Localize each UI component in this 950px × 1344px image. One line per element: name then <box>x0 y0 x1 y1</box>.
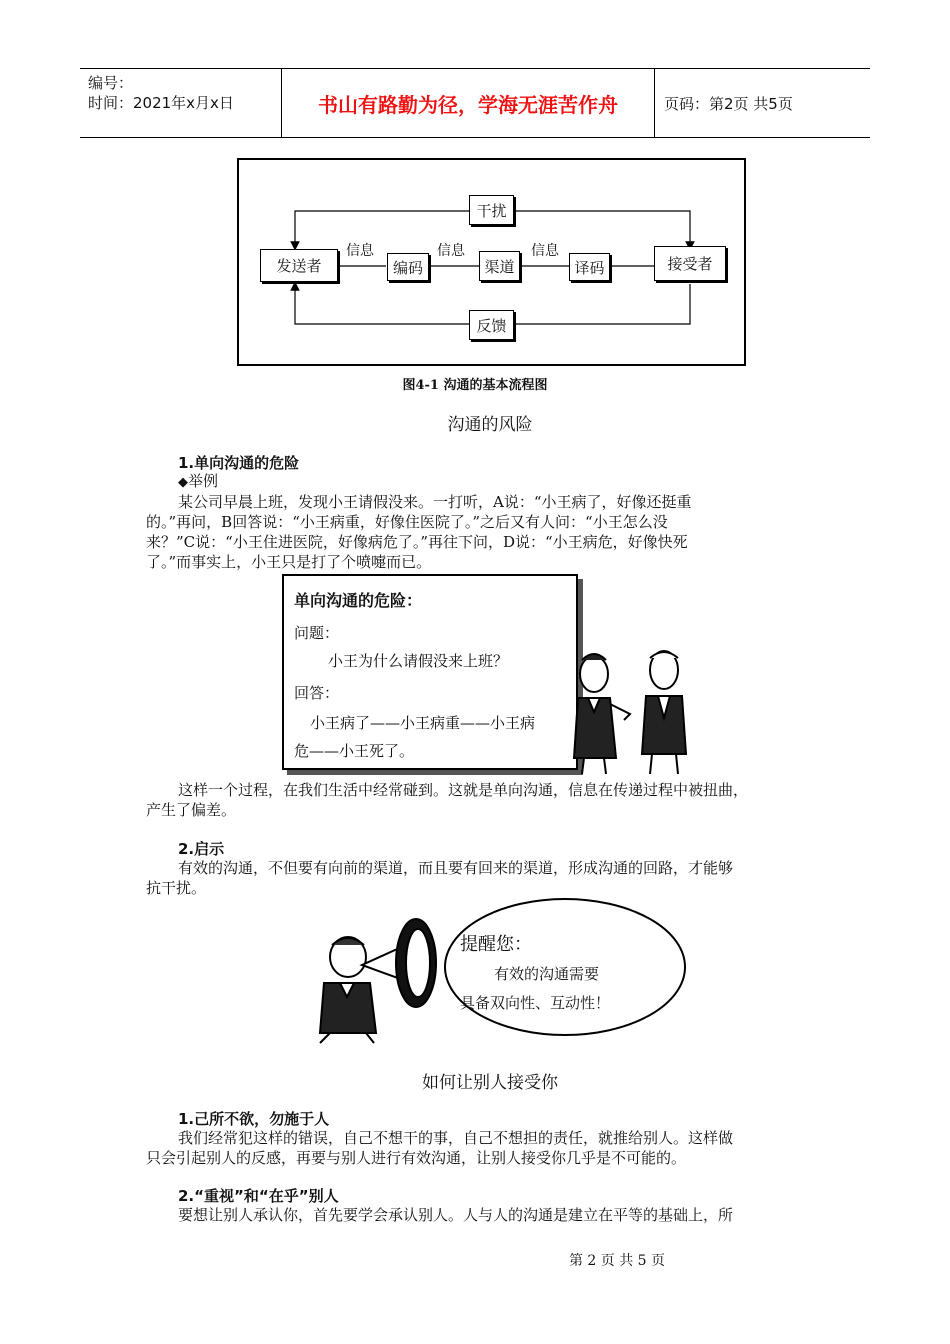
section-title-risk: 沟通的风险 <box>447 415 533 435</box>
section-title-acceptance: 如何让别人接受你 <box>422 1073 558 1093</box>
one-way-danger-card <box>282 574 578 770</box>
heading-golden-rule: 1.己所不欲，勿施于人 <box>178 1110 330 1128</box>
receiver-box: 接受者 <box>654 246 726 281</box>
example-label: ◆举例 <box>178 472 219 490</box>
date-label: 时间：2021年x月x日 <box>88 94 234 112</box>
channel-box: 渠道 <box>479 251 520 281</box>
interference-box: 干扰 <box>469 195 514 225</box>
communication-flow-diagram <box>237 158 746 366</box>
respect-paragraph: 要想让别人承认你，首先要学会承认别人。人与人的沟通是建立在平等的基础上，所 <box>178 1206 734 1224</box>
example-paragraph: 某公司早晨上班，发现小王请假没来。一打听，A说：“小王病了，好像还挺重 的。”再问，B回答说：“小王病重，好像住医院了。”之后又有人问：“小王怎么没 来？”C说：“小王住进医院，好像病危了。”再往下问，D说：“小王病危，好像快死 了。”而事实上，小王只是打了个喷嚏而已。 <box>146 493 692 571</box>
card-answer-label: 回答： <box>294 684 340 702</box>
card-answer-line-2: 危——小王死了。 <box>294 742 415 760</box>
encode-box: 编码 <box>387 253 429 281</box>
info-label-2: 信息 <box>437 243 465 259</box>
card-question: 小王为什么请假没来上班？ <box>328 652 509 670</box>
info-label-3: 信息 <box>531 243 559 259</box>
card-question-label: 问题： <box>294 624 340 642</box>
heading-one-way-danger: 1.单向沟通的危险 <box>178 454 300 472</box>
insight-paragraph: 有效的沟通，不但要有向前的渠道，而且要有回来的渠道，形成沟通的回路，才能够 抗干扰。 <box>146 859 734 897</box>
info-label-1: 信息 <box>346 243 374 259</box>
heading-insight: 2.启示 <box>178 840 225 858</box>
figure-caption: 图4-1 沟通的基本流程图 <box>402 378 548 393</box>
sender-box: 发送者 <box>260 249 338 282</box>
page-header <box>80 68 870 138</box>
number-label: 编号： <box>88 74 134 92</box>
diamond-bullet-icon: ◆ <box>178 475 188 490</box>
page-footer: 第 2 页 共 5 页 <box>568 1253 666 1269</box>
two-men-illustration <box>560 648 700 776</box>
header-page-info: 页码：第2页 共5页 <box>664 94 793 113</box>
card-answer-line-1: 小王病了——小王病重——小王病 <box>310 714 536 732</box>
bubble-title: 提醒您： <box>460 934 532 955</box>
header-motto: 书山有路勤为径，学海无涯苦作舟 <box>282 69 655 137</box>
golden-rule-paragraph: 我们经常犯这样的错误，自己不想干的事，自己不想担的责任，就推给别人。这样做 只会引起别人的反感，再要与别人进行有效沟通，让别人接受你几乎是不可能的。 <box>146 1129 734 1167</box>
feedback-box: 反馈 <box>469 310 514 340</box>
decode-box: 译码 <box>569 253 610 281</box>
heading-respect-others: 2.“重视”和“在乎”别人 <box>178 1187 339 1205</box>
bubble-line-2: 具备双向性、互动性！ <box>460 994 611 1012</box>
distortion-paragraph: 这样一个过程，在我们生活中经常碰到。这就是单向沟通，信息在传递过程中被扭曲， 产生了偏差。 <box>146 781 749 819</box>
bubble-line-1: 有效的沟通需要 <box>494 965 600 983</box>
header-meta <box>80 69 282 137</box>
card-title: 单向沟通的危险： <box>294 591 423 610</box>
